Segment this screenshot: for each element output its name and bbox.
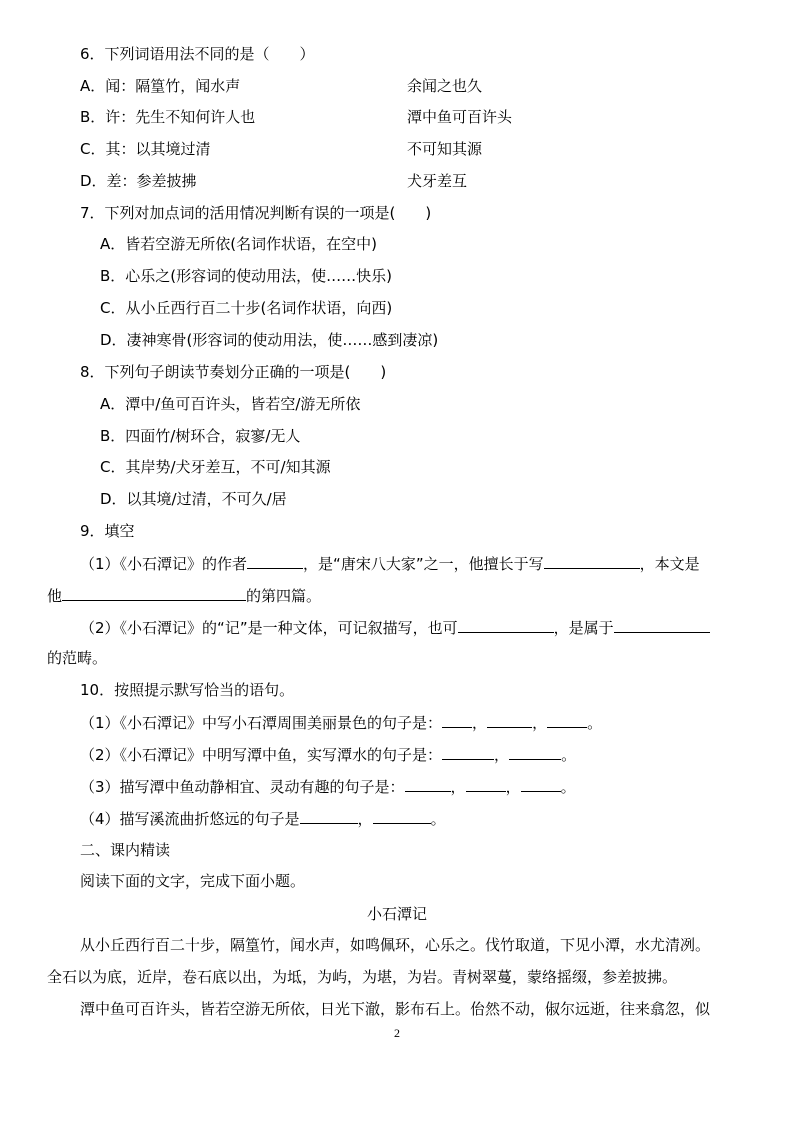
- q6-option-d-left: D．差：参差披拂: [80, 172, 197, 190]
- q9-part1-text-d: 他: [47, 587, 63, 605]
- q10-2-blank-1[interactable]: [442, 744, 494, 760]
- passage-title: 小石潭记: [366, 905, 427, 923]
- q9-blank-category[interactable]: [614, 617, 710, 633]
- q10-1-blank-3[interactable]: [547, 712, 587, 728]
- q10-3-blank-3[interactable]: [521, 776, 561, 792]
- q7-option-c: C．从小丘西行百二十步(名词作状语，向西): [100, 299, 393, 317]
- q10-comma: ，: [494, 746, 510, 764]
- reading-instruction: 阅读下面的文字，完成下面小题。: [80, 872, 306, 890]
- q9-blank-genre[interactable]: [544, 553, 640, 569]
- q7-option-a: A．皆若空游无所依(名词作状语，在空中): [100, 235, 377, 253]
- q10-item-4: [80, 808, 446, 829]
- q6-option-d: [80, 171, 780, 191]
- q8-option-d: D．以其境/过清，不可久/居: [100, 490, 287, 508]
- q9-part1-text-e: 的第四篇。: [246, 587, 322, 605]
- section-heading: 二、课内精读: [80, 841, 171, 859]
- q9-part1-line2: [47, 585, 321, 606]
- q8-option-c: C．其岸势/犬牙差互，不可/知其源: [100, 458, 331, 476]
- q10-3-blank-1[interactable]: [405, 776, 451, 792]
- q6-option-a-right: 余闻之也久: [407, 77, 483, 95]
- q7-option-d: D．凄神寒骨(形容词的使动用法，使……感到凄凉): [100, 331, 439, 349]
- q10-period: 。: [587, 714, 603, 732]
- q8-stem: 8．下列句子朗读节奏划分正确的一项是( ): [80, 363, 387, 381]
- q10-period: 。: [561, 746, 577, 764]
- q9-part1-line1: [80, 553, 700, 574]
- q9-blank-style[interactable]: [458, 617, 554, 633]
- q9-part1-text-a: （1）《小石潭记》的作者: [80, 555, 248, 573]
- q9-part2-text-a: （2）《小石潭记》的“记”是一种文体，可记叙描写，也可: [80, 619, 458, 637]
- passage-line-3: 潭中鱼可百许头，皆若空游无所依，日光下澈，影布石上。佁然不动，俶尔远逝，往来翕忽，似: [80, 1000, 711, 1018]
- page-number: 2: [394, 1026, 400, 1040]
- q7-stem: 7．下列对加点词的活用情况判断有误的一项是( ): [80, 204, 432, 222]
- q10-item-4-text: （4）描写溪流曲折悠远的句子是: [80, 810, 300, 828]
- q10-1-blank-2[interactable]: [487, 712, 532, 728]
- q9-stem: 9．填空: [80, 522, 135, 540]
- q6-option-c-right: 不可知其源: [407, 140, 483, 158]
- q6-option-a: [80, 76, 780, 96]
- q9-part2-text-b: ，是属于: [553, 619, 614, 637]
- q8-option-a: A．潭中/鱼可百许头，皆若空/游无所依: [100, 395, 361, 413]
- passage-line-1: 从小丘西行百二十步，隔篁竹，闻水声，如鸣佩环，心乐之。伐竹取道，下见小潭，水尤清冽。: [80, 936, 711, 954]
- q6-option-c-left: C．其：以其境过清: [80, 140, 211, 158]
- q10-period: 。: [560, 778, 576, 796]
- q10-comma: ，: [472, 714, 488, 732]
- q10-2-blank-2[interactable]: [509, 744, 561, 760]
- q6-stem: 6．下列词语用法不同的是（ ）: [80, 45, 315, 63]
- q10-3-blank-2[interactable]: [466, 776, 506, 792]
- q8-option-b: B．四面竹/树环合，寂寥/无人: [100, 427, 301, 445]
- q10-1-blank-1[interactable]: [442, 712, 472, 728]
- passage-line-2: 全石以为底，近岸，卷石底以出，为坻，为屿，为堪，为岩。青树翠蔓，蒙络摇缀，参差披拂。: [47, 968, 678, 986]
- q9-blank-author[interactable]: [247, 553, 303, 569]
- q9-part1-text-c: ，本文是: [639, 555, 700, 573]
- q10-period: 。: [430, 810, 446, 828]
- q6-option-b-right: 潭中鱼可百许头: [407, 108, 513, 126]
- q10-item-3: [80, 776, 576, 797]
- q6-option-a-left: A．闻：隔篁竹，闻水声: [80, 77, 241, 95]
- q9-blank-series[interactable]: [62, 585, 246, 601]
- q10-comma: ，: [357, 810, 373, 828]
- q10-comma: ，: [450, 778, 466, 796]
- q7-option-b: B．心乐之(形容词的使动用法，使……快乐): [100, 267, 392, 285]
- q10-comma: ，: [532, 714, 548, 732]
- q10-item-2-text: （2）《小石潭记》中明写潭中鱼，实写潭水的句子是：: [80, 746, 443, 764]
- q10-4-blank-2[interactable]: [373, 808, 431, 824]
- q6-option-b: [80, 107, 780, 127]
- q10-stem: 10．按照提示默写恰当的语句。: [80, 681, 295, 699]
- q9-part2-line1: [80, 617, 710, 638]
- q10-item-1-text: （1）《小石潭记》中写小石潭周围美丽景色的句子是：: [80, 714, 443, 732]
- q10-item-2: [80, 744, 576, 765]
- q10-item-1: [80, 712, 602, 733]
- q10-4-blank-1[interactable]: [300, 808, 358, 824]
- q6-option-b-left: B．许：先生不知何许人也: [80, 108, 256, 126]
- q6-option-c: [80, 139, 780, 159]
- q10-comma: ，: [505, 778, 521, 796]
- q9-part1-text-b: ，是“唐宋八大家”之一，他擅长于写: [303, 555, 544, 573]
- q9-part2-text-c: 的范畴。: [47, 649, 108, 667]
- q6-option-d-right: 犬牙差互: [407, 172, 468, 190]
- q10-item-3-text: （3）描写潭中鱼动静相宜、灵动有趣的句子是：: [80, 778, 405, 796]
